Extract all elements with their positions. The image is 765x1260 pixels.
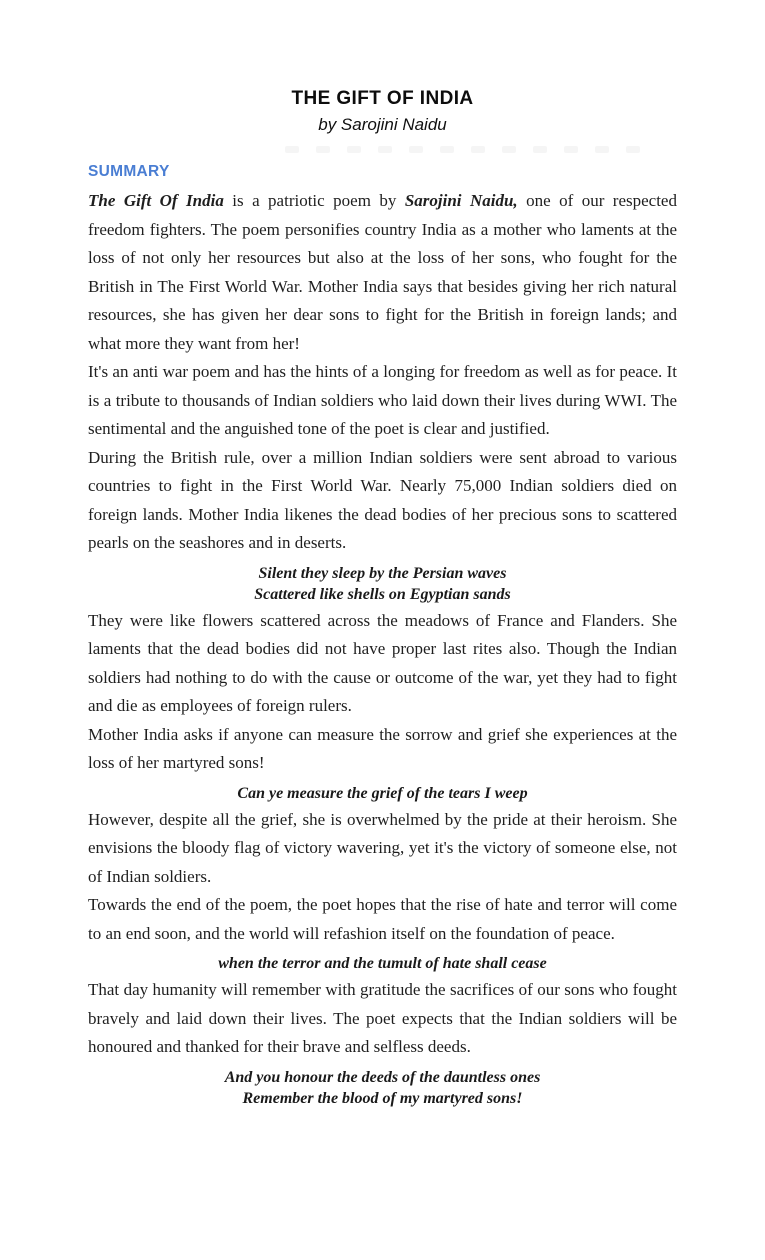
summary-paragraph [88,976,677,1062]
poem-quote [88,563,677,605]
body-text-run: It's an anti war poem and has the hints of a longing for freedom as well as for peace. It is a tribute to thousands of Indian soldiers who laid down their lives during WWI. The sentimental and the anguished tone of the poet is clear and justified. [88,362,677,438]
summary-paragraph [88,607,677,721]
watermark-dot [378,146,392,153]
summary-body [88,187,677,1109]
body-text-run: one of our respected freedom fighters. The poem personifies country India as a mother who laments at the loss of not only her resources but also at the loss of her sons, who fought for the British in The First World War. Mother India says that besides giving her rich natural resources, she has given her dear sons to fight for the British in foreign lands; and what more they want from her! [88,191,677,353]
summary-paragraph [88,187,677,358]
watermark-dot [347,146,361,153]
body-text-run: is a patriotic poem by [223,191,405,210]
poem-quote [88,953,677,974]
watermark-dot [595,146,609,153]
poem-quote-line: And you honour the deeds of the dauntless ones [224,1068,541,1086]
watermark-dot [564,146,578,153]
poem-quote-line: Can ye measure the grief of the tears I weep [237,784,528,802]
watermark-dot [533,146,547,153]
poem-quote-line: Silent they sleep by the Persian waves [258,564,507,582]
emphasized-text: Sarojini Naidu, [404,191,518,210]
page-subtitle: by Sarojini Naidu [318,115,447,134]
emphasized-text: The Gift Of India [88,191,224,210]
summary-paragraph [88,721,677,778]
summary-paragraph [88,806,677,892]
watermark-dot [409,146,423,153]
summary-paragraph [88,358,677,444]
body-text-run: Towards the end of the poem, the poet hopes that the rise of hate and terror will come to an end soon, and the world will refashion itself on the foundation of peace. [88,895,677,943]
poem-quote-line: when the terror and the tumult of hate shall cease [218,955,547,972]
body-text-run: However, despite all the grief, she is overwhelmed by the pride at their heroism. She envisions the bloody flag of victory wavering, yet it's the victory of someone else, not of Indian soldiers. [88,809,677,886]
summary-paragraph [88,444,677,558]
watermark-dot [626,146,640,153]
watermark-dots [285,146,640,153]
summary-paragraph [88,891,677,948]
body-text-run: They were like flowers scattered across the meadows of France and Flanders. She laments that the dead bodies did not have proper last rites also. Though the Indian soldiers had nothing to do with the cause or outcome of the war, yet they had to fight and die as employees of foreign rulers. [88,610,677,715]
poem-quote [88,783,677,804]
body-text-run: Mother India asks if anyone can measure the sorrow and grief she experiences at the loss of her martyred sons! [88,724,677,772]
watermark-dot [502,146,516,153]
watermark-dot [285,146,299,153]
watermark-dot [471,146,485,153]
body-text-run: That day humanity will remember with gratitude the sacrifices of our sons who fought bravely and laid down their lives. The poet expects that the Indian soldiers will be honoured and thanked for their brave and selfless deeds. [88,980,677,1056]
poem-quote [88,1067,677,1109]
section-heading-summary: SUMMARY [88,163,170,180]
watermark-dot [440,146,454,153]
watermark-dot [316,146,330,153]
poem-quote-line: Scattered like shells on Egyptian sands [254,585,511,603]
poem-quote-line: Remember the blood of my martyred sons! [242,1089,523,1107]
page-title: THE GIFT OF INDIA [291,88,474,109]
body-text-run: During the British rule, over a million Indian soldiers were sent abroad to various countries to fight in the First World War. Nearly 75,000 Indian soldiers died on foreign lands. Mother India likenes the dead bodies of her precious sons to scattered pearls on the seashores and in deserts. [88,447,677,552]
